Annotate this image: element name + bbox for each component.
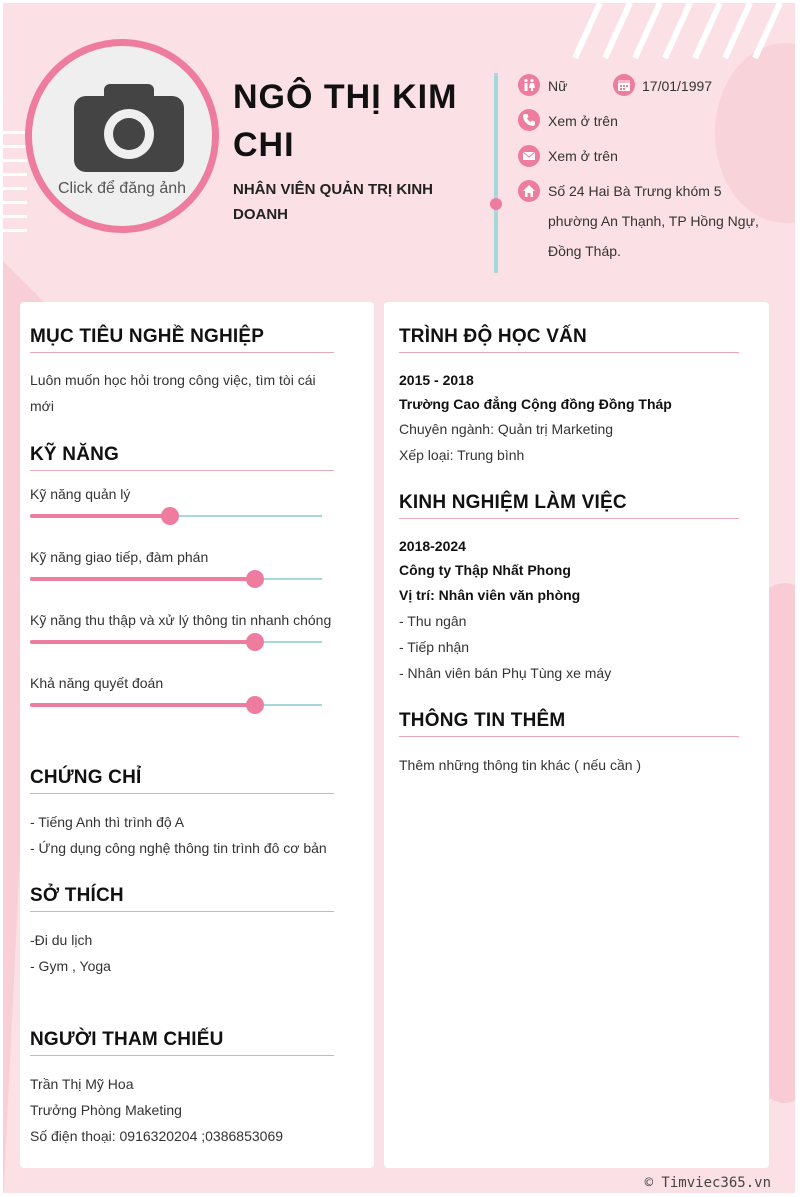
section-divider bbox=[30, 470, 334, 471]
avatar-upload[interactable] bbox=[25, 39, 219, 233]
additional-title: THÔNG TIN THÊM bbox=[399, 710, 566, 731]
experience-duty: - Tiếp nhận bbox=[399, 639, 470, 655]
section-divider bbox=[30, 911, 334, 912]
right-panel bbox=[384, 302, 769, 1168]
skill-bar-knob bbox=[246, 696, 264, 714]
education-title: TRÌNH ĐỘ HỌC VẤN bbox=[399, 326, 587, 347]
section-divider bbox=[30, 1055, 334, 1056]
experience-company: Công ty Thập Nhất Phong bbox=[399, 562, 571, 578]
section-divider bbox=[399, 352, 739, 353]
skill-bar-knob bbox=[246, 570, 264, 588]
education-major: Chuyên ngành: Quản trị Marketing bbox=[399, 421, 614, 437]
left-panel bbox=[20, 302, 374, 1168]
decor-stripes bbox=[565, 3, 785, 63]
skill-bar-fill bbox=[30, 640, 255, 644]
skill-bar-fill bbox=[30, 514, 170, 518]
skill-bar-knob bbox=[161, 507, 179, 525]
skill-bar-fill bbox=[30, 577, 255, 581]
section-divider bbox=[399, 736, 739, 737]
education-period: 2015 - 2018 bbox=[399, 372, 474, 388]
candidate-name: NGÔ THỊ KIM CHI bbox=[233, 78, 458, 164]
skill-bar bbox=[30, 515, 322, 517]
section-divider bbox=[30, 352, 334, 353]
experience-position: Vị trí: Nhân viên văn phòng bbox=[399, 587, 581, 603]
contact-address-line-3: Đồng Tháp. bbox=[548, 243, 621, 259]
skill-label: Khả năng quyết đoán bbox=[30, 675, 164, 691]
cv-page bbox=[3, 3, 795, 1193]
home-icon bbox=[518, 180, 540, 202]
skills-title: KỸ NĂNG bbox=[30, 444, 120, 465]
section-divider bbox=[30, 793, 334, 794]
skill-bar-knob bbox=[246, 633, 264, 651]
experience-period: 2018-2024 bbox=[399, 538, 466, 554]
reference-name: Trần Thị Mỹ Hoa bbox=[30, 1076, 134, 1092]
experience-duty: - Thu ngân bbox=[399, 613, 467, 629]
education-school: Trường Cao đẳng Cộng đồng Đồng Tháp bbox=[399, 396, 672, 412]
email-icon bbox=[518, 145, 540, 167]
reference-phone: Số điện thoại: 0916320204 ;0386853069 bbox=[30, 1128, 284, 1144]
objective-line-2: mới bbox=[30, 398, 54, 414]
calendar-icon bbox=[613, 74, 635, 96]
job-title: NHÂN VIÊN QUẢN TRỊ KINH DOANH bbox=[233, 181, 434, 223]
avatar-caption: Click để đăng ảnh bbox=[57, 180, 187, 197]
skill-bar bbox=[30, 641, 322, 643]
hobbies-title: SỞ THÍCH bbox=[30, 885, 124, 906]
references-title: NGƯỜI THAM CHIẾU bbox=[30, 1029, 224, 1050]
contact-address-line-2: phường An Thạnh, TP Hồng Ngự, bbox=[548, 213, 759, 229]
contact-birthday: 17/01/1997 bbox=[642, 78, 713, 94]
phone-icon bbox=[518, 109, 540, 131]
hobby-item: -Đi du lịch bbox=[30, 932, 93, 948]
skill-label: Kỹ năng giao tiếp, đàm phán bbox=[30, 549, 209, 565]
education-grade: Xếp loại: Trung bình bbox=[399, 447, 525, 463]
skill-bar-fill bbox=[30, 703, 255, 707]
hobby-item: - Gym , Yoga bbox=[30, 958, 111, 974]
objective-line-1: Luôn muốn học hỏi trong công việc, tìm tòi cái bbox=[30, 372, 316, 388]
experience-title: KINH NGHIỆM LÀM VIỆC bbox=[399, 492, 627, 513]
footer-credit: © Timviec365.vn bbox=[644, 1175, 771, 1191]
reference-position: Trưởng Phòng Maketing bbox=[30, 1102, 182, 1118]
certificate-item: - Ứng dụng công nghệ thông tin trình đô cơ bản bbox=[30, 840, 327, 856]
decor-lines bbox=[3, 131, 27, 243]
camera-icon bbox=[74, 78, 184, 176]
objective-title: MỤC TIÊU NGHỀ NGHIỆP bbox=[30, 326, 265, 347]
certificate-item: - Tiếng Anh thì trình độ A bbox=[30, 814, 185, 830]
experience-duty: - Nhân viên bán Phụ Tùng xe máy bbox=[399, 665, 612, 681]
skill-bar bbox=[30, 578, 322, 580]
certificates-title: CHỨNG CHỈ bbox=[30, 767, 142, 788]
contact-address-line-1: Số 24 Hai Bà Trưng khóm 5 bbox=[548, 183, 722, 199]
contact-phone: Xem ở trên bbox=[548, 113, 618, 129]
skill-bar bbox=[30, 704, 322, 706]
gender-icon bbox=[518, 74, 540, 96]
section-divider bbox=[399, 518, 739, 519]
divider-dot bbox=[490, 198, 502, 210]
skill-label: Kỹ năng quản lý bbox=[30, 486, 131, 502]
additional-text: Thêm những thông tin khác ( nếu cần ) bbox=[399, 757, 642, 773]
decor-circle-top bbox=[715, 43, 795, 223]
contact-divider bbox=[494, 73, 498, 273]
skill-label: Kỹ năng thu thập và xử lý thông tin nhanh chóng bbox=[30, 612, 332, 628]
contact-gender: Nữ bbox=[548, 78, 568, 94]
contact-email: Xem ở trên bbox=[548, 148, 618, 164]
